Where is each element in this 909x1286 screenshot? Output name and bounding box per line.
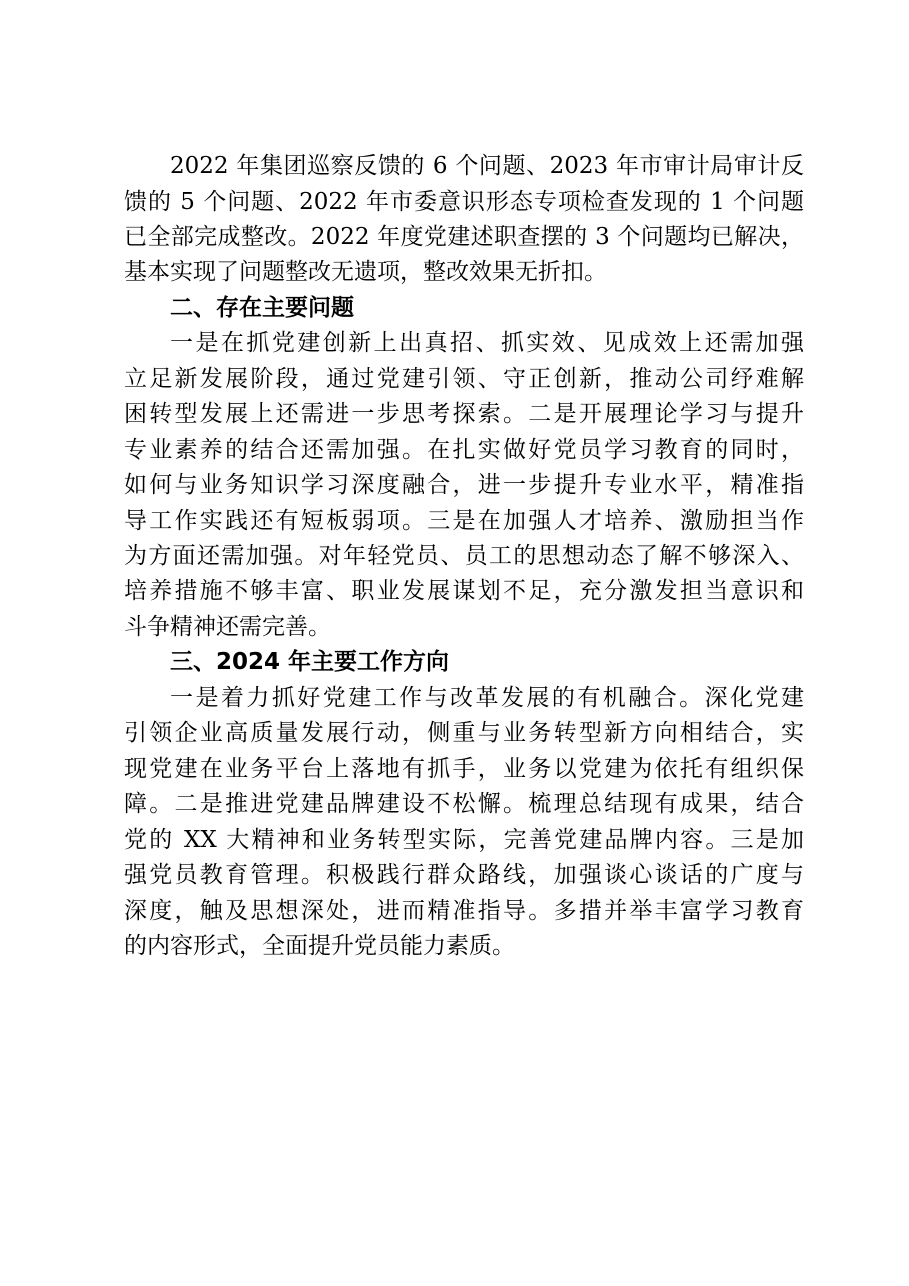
paragraph-2-line-1: 一是在抓党建创新上出真招、抓实效、见成效上还需加强 bbox=[170, 330, 804, 356]
paragraph-1-line-2: 馈的 5 个问题、2022 年市委意识形态专项检查发现的 1 个问题 bbox=[124, 189, 804, 215]
section-heading-2: 二、存在主要问题 bbox=[170, 295, 354, 321]
paragraph-3-line-5: 党的 XX 大精神和业务转型实际，完善党建品牌内容。三是加 bbox=[124, 827, 804, 853]
paragraph-2-line-8: 培养措施不够丰富、职业发展谋划不足，充分激发担当意识和 bbox=[124, 578, 804, 604]
paragraph-2-line-5: 如何与业务知识学习深度融合，进一步提升专业水平，精准指 bbox=[124, 472, 804, 498]
paragraph-2-line-3: 困转型发展上还需进一步思考探索。二是开展理论学习与提升 bbox=[124, 401, 804, 427]
paragraph-3-line-3: 现党建在业务平台上落地有抓手，业务以党建为依托有组织保 bbox=[124, 756, 804, 782]
paragraph-2-line-2: 立足新发展阶段，通过党建引领、守正创新，推动公司纾难解 bbox=[124, 366, 804, 392]
section-heading-3: 三、2024 年主要工作方向 bbox=[170, 649, 450, 675]
paragraph-3-line-1: 一是着力抓好党建工作与改革发展的有机融合。深化党建 bbox=[170, 685, 804, 711]
paragraph-3-line-7: 深度，触及思想深处，进而精准指导。多措并举丰富学习教育 bbox=[124, 898, 804, 924]
paragraph-3-line-8: 的内容形式，全面提升党员能力素质。 bbox=[124, 933, 515, 959]
paragraph-1-line-3: 已全部完成整改。2022 年度党建述职查摆的 3 个问题均已解决， bbox=[124, 224, 804, 250]
paragraph-2-line-6: 导工作实践还有短板弱项。三是在加强人才培养、激励担当作 bbox=[124, 508, 804, 534]
paragraph-1-line-4: 基本实现了问题整改无遗项，整改效果无折扣。 bbox=[124, 259, 607, 285]
paragraph-2-line-4: 专业素养的结合还需加强。在扎实做好党员学习教育的同时， bbox=[124, 437, 804, 463]
paragraph-2-line-7: 为方面还需加强。对年轻党员、员工的思想动态了解不够深入、 bbox=[124, 543, 804, 569]
paragraph-3-line-6: 强党员教育管理。积极践行群众路线，加强谈心谈话的广度与 bbox=[124, 862, 804, 888]
paragraph-1-line-1: 2022 年集团巡察反馈的 6 个问题、2023 年市审计局审计反 bbox=[170, 153, 804, 179]
paragraph-2-line-9: 斗争精神还需完善。 bbox=[124, 614, 331, 640]
paragraph-3-line-2: 引领企业高质量发展行动，侧重与业务转型新方向相结合，实 bbox=[124, 720, 804, 746]
paragraph-3-line-4: 障。二是推进党建品牌建设不松懈。梳理总结现有成果，结合 bbox=[124, 791, 804, 817]
